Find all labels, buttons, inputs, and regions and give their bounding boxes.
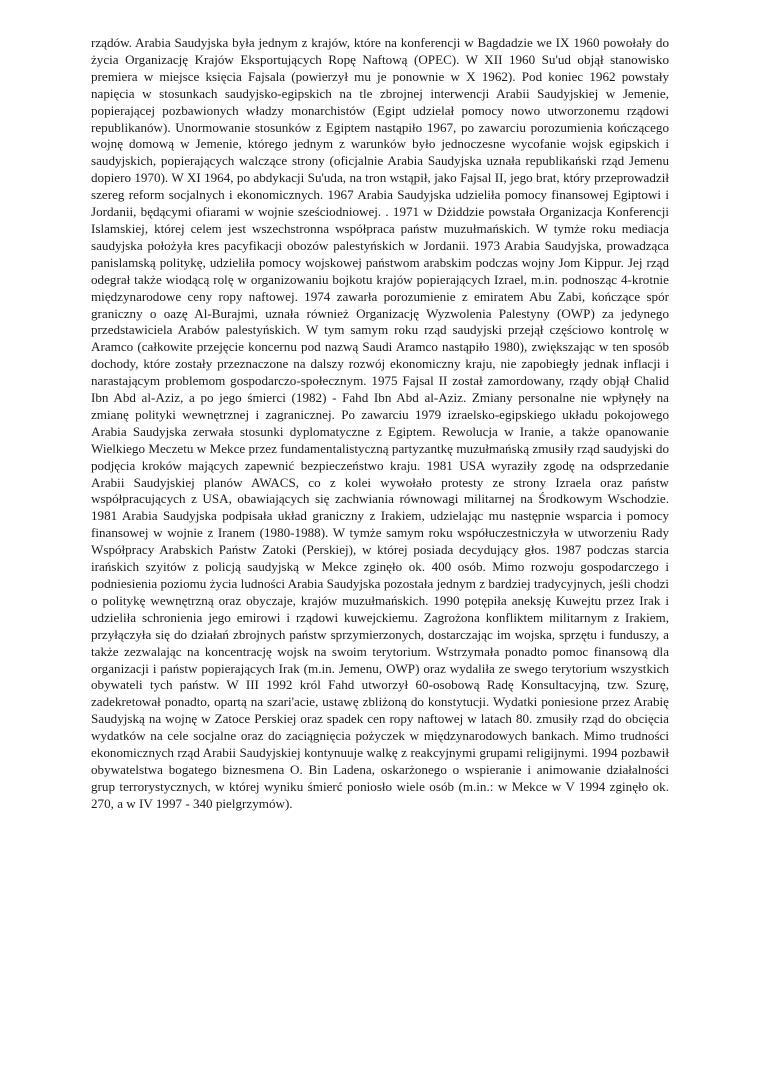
body-paragraph: rządów. Arabia Saudyjska była jednym z krajów, które na konferencji w Bagdadzie we IX 1960 powołały do życia Organizację Krajów Eksportujących Ropę Naftową (OPEC). W XII 1960 Su'ud objął stanowisko premiera w miejsce księcia Fajsala (powierzył mu je ponownie w X 1962). Pod koniec 1962 powstały napięcia w stosunkach saudyjsko-egipskich na tle zbrojnej interwencji Arabii Saudyjskiej w Jemenie, popierającej pozbawionych władzy monarchistów (Egipt udzielał pomocy nowo utworzonemu rządowi republikanów). Unormowanie stosunków z Egiptem nastąpiło 1967, po zawarciu porozumienia kończącego wojnę domową w Jemenie, którego jednym z warunków było jednoczesne wycofanie wojsk egipskich i saudyjskich, popierających walczące strony (oficjalnie Arabia Saudyjska uznała republikański rząd Jemenu dopiero 1970). W XI 1964, po abdykacji Su'uda, na tron wstąpił, jako Fajsal II, jego brat, który przeprowadził szereg reform socjalnych i ekonomicznych. 1967 Arabia Saudyjska udzieliła pomocy finansowej Egiptowi i Jordanii, będącymi ofiarami w wojnie sześciodniowej. . 1971 w Dżiddzie powstała Organizacja Konferencji Islamskiej, której celem jest wszechstronna współpraca państw muzułmańskich. W tymże roku mediacja saudyjska położyła kres pacyfikacji obozów palestyńskich w Jordanii. 1973 Arabia Saudyjska, prowadząca panislamską politykę, udzieliła pomocy wojskowej państwom arabskim podczas wojny Jom Kippur. Jej rząd odegrał także wiodącą rolę w organizowaniu bojkotu krajów popierających Izrael, m.in. podnosząc 4-krotnie międzynarodowe ceny ropy naftowej. 1974 zawarła porozumienie z emiratem Abu Zabi, kończące spór graniczny o oazę Al-Burajmi, uznała również Organizację Wyzwolenia Palestyny (OWP) za jedynego przedstawiciela Arabów palestyńskich. W tym samym roku rząd saudyjski przejął częściowo kontrolę w Aramco (całkowite przejęcie koncernu pod nazwą Saudi Aramco nastąpiło 1980), zwiększając w ten sposób dochody, które zostały przeznaczone na dalszy rozwój ekonomiczny kraju, nie zapobiegły jednak inflacji i narastającym problemom gospodarczo-społecznym. 1975 Fajsal II został zamordowany, rządy objął Chalid Ibn Abd al-Aziz, a po jego śmierci (1982) - Fahd Ibn Abd al-Aziz. Zmiany personalne nie wpłynęły na zmianę polityki wewnętrznej i zagranicznej. Po zawarciu 1979 izraelsko-egipskiego układu pokojowego Arabia Saudyjska zerwała stosunki dyplomatyczne z Egiptem. Rewolucja w Iranie, a także opanowanie Wielkiego Meczetu w Mekce przez fundamentalistyczną partyzantkę muzułmańską zmusiły rząd saudyjski do podjęcia kroków mających zapewnić bezpieczeństwo kraju. 1981 USA wyraziły zgodę na odsprzedanie Arabii Saudyjskiej planów AWACS, co z kolei wywołało protesty ze strony Izraela oraz państw współpracujących z USA, obawiających się zachwiania równowagi militarnej na Środkowym Wschodzie. 1981 Arabia Saudyjska podpisała układ graniczny z Irakiem, udzielając mu następnie wsparcia i pomocy finansowej w wojnie z Iranem (1980-1988). W tymże samym roku współuczestniczyła w utworzeniu Rady Współpracy Arabskich Państw Zatoki (Perskiej), w której posiada decydujący głos. 1987 podczas starcia irańskich szyitów z policją saudyjską w Mekce zginęło ok. 400 osób. Mimo rozwoju gospodarczego i podniesienia poziomu życia ludności Arabia Saudyjska pozostała jednym z bardziej tradycyjnych, jeśli chodzi o politykę wewnętrzną oraz obyczaje, krajów muzułmańskich. 1990 potępiła aneksję Kuwejtu przez Irak i udzieliła schronienia jego emirowi i rządowi kuwejckiemu. Zagrożona konfliktem militarnym z Irakiem, przyłączyła się do działań zbrojnych państw sprzymierzonych, dostarczając im wojska, sprzętu i funduszy, a także zezwalając na koncentrację wojsk na swoim terytorium. Wstrzymała ponadto pomoc finansową dla organizacji i państw popierających Irak (m.in. Jemenu, OWP) oraz wydaliła ze swego terytorium wszystkich obywateli tych państw. W III 1992 król Fahd utworzył 60-osobową Radę Konsultacyjną, tzw. Szurę, zadekretował ponadto, opartą na szari'acie, ustawę zbliżoną do konstytucji. Wydatki poniesione przez Arabię Saudyjską na wojnę w Zatoce Perskiej oraz spadek cen ropy naftowej w latach 80. zmusiły rząd do obcięcia wydatków na cele socjalne oraz do zaciągnięcia pożyczek w międzynarodowych bankach. Mimo trudności ekonomicznych rząd Arabii Saudyjskiej kontynuuje walkę z reakcyjnymi grupami religijnymi. 1994 pozbawił obywatelstwa bogatego biznesmena O. Bin Ladena, oskarżonego o wspieranie i animowanie działalności grup terrorystycznych, w której wyniku śmierć poniosło wiele osób (m.in.: w Mekce w V 1994 zginęło ok. 270, a w IV 1997 - 340 pielgrzymów). — [91, 35, 669, 811]
